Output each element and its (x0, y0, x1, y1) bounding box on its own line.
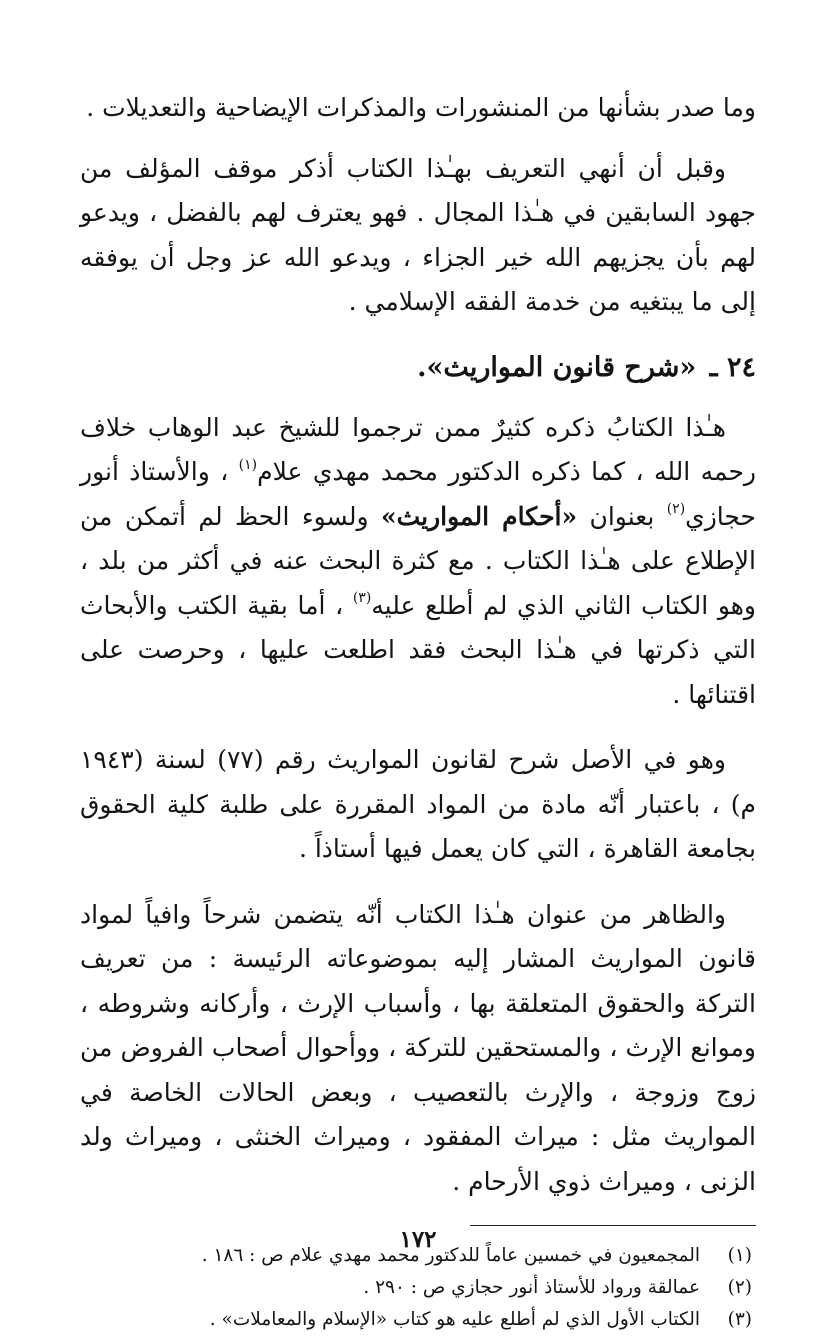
intro-line: وما صدر بشأنها من المنشورات والمذكرات الإيضاحية والتعديلات . (86, 93, 756, 122)
footnote-text: المجمعيون في خمسين عاماً للدكتور محمد مهدي علام ص : ١٨٦ . (201, 1245, 700, 1266)
page-number: ١٧٢ (399, 1226, 437, 1253)
footnote-ref-2: (٢) (666, 501, 686, 518)
footnote-item (80, 1272, 756, 1304)
mentions-text-5: ، أما بقية الكتب والأبحاث التي ذكرتها في هـٰذا البحث فقد اطلعت عليها ، وحرصت على اقتنائها . (80, 590, 756, 709)
mentions-text-2: ، والأستاذ أنور حجازي (80, 457, 757, 531)
footnote-ref-3: (٣) (352, 590, 372, 607)
footnote-marker: (١) (727, 1245, 752, 1266)
book-page (80, 86, 757, 1330)
section-number: ٢٤ ـ (709, 351, 756, 383)
section-heading (80, 346, 756, 390)
footnotes-list (80, 1240, 756, 1336)
footnote-marker: (٣) (727, 1309, 752, 1330)
paragraph-origin: وهو في الأصل شرح لقانون المواريث رقم (٧٧) لسنة (١٩٤٣ م) ، باعتبار أنّه مادة من المواد المقررة على طلبة كلية الحقوق بجامعة القاهرة ، التي كان يعمل فيها أستاذاً . (80, 745, 756, 863)
paragraph-mentions (80, 406, 756, 718)
section-title: «شرح قانون المواريث». (417, 351, 697, 383)
mentions-text-1: هـٰذا الكتابُ ذكره كثيرٌ ممن ترجموا للشيخ عبد الوهاب خلاف رحمه الله ، كما ذكره الدكتور محمد مهدي علام (80, 412, 756, 486)
paragraph-contents: والظاهر من عنوان هـٰذا الكتاب أنّه يتضمن شرحاً وافياً لمواد قانون المواريث المشار إليه بموضوعاته الرئيسة : من تعريف التركة والحقوق المتعلقة بها ، وأسباب الإرث ، وأركانه وشروطه ، وموانع الإرث ، والمستحقين للتركة ، ووأحوال أصحاب الفروض من زوج وزوجة ، والإرث بالتعصيب ، وبعض الحالات الخاصة في المواريث مثل : ميراث المفقود ، وميراث الخنثى ، وميراث ولد الزنى ، وميراث ذوي الأرحام . (80, 899, 756, 1196)
footnote-ref-1: (١) (238, 456, 258, 473)
book-title-bold: «أحكام المواريث» (380, 501, 578, 531)
mentions-text-3: بعنوان (577, 501, 667, 531)
footnote-item (80, 1304, 756, 1336)
footnote-text: عمالقة ورواد للأستاذ أنور حجازي ص : ٢٩٠ . (363, 1277, 700, 1298)
paragraph-acknowledgement: وقبل أن أنهي التعريف بهـٰذا الكتاب أذكر موقف المؤلف من جهود السابقين في هـٰذا المجال . فهو يعترف لهم بالفضل ، ويدعو لهم بأن يجزيهم الله خير الجزاء ، ويدعو الله عز وجل أن يوفقه إلى ما يبتغيه من خدمة الفقه الإسلامي . (80, 153, 756, 316)
footnote-marker: (٢) (727, 1277, 752, 1298)
footnote-text: الكتاب الأول الذي لم أطلع عليه هو كتاب «الإسلام والمعاملات» . (209, 1309, 700, 1330)
mentions-text-4: ولسوء الحظ لم أتمكن من الإطلاع على هـٰذا الكتاب . مع كثرة البحث عنه في أكثر من بلد ، وهو الكتاب الثاني الذي لم أطلع عليه (80, 501, 757, 620)
